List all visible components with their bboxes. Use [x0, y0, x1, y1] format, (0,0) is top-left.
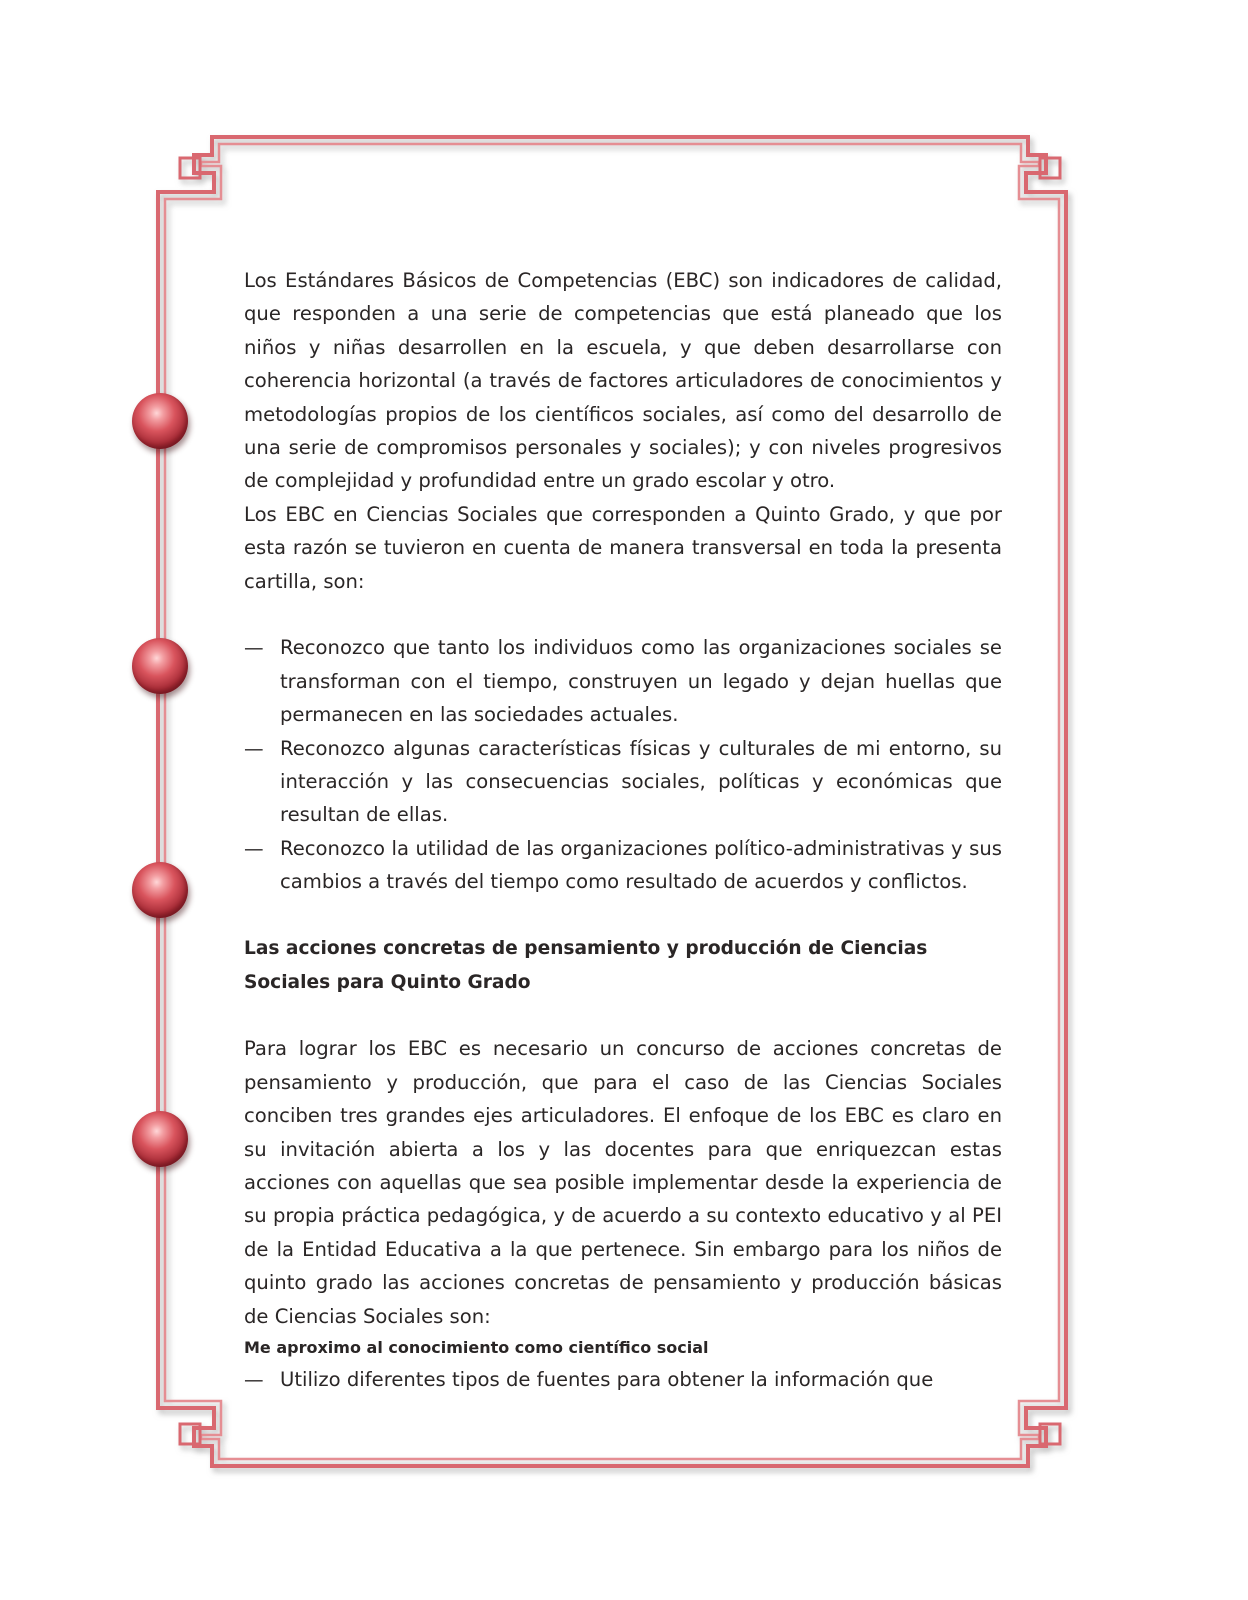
bead-ornament: [132, 1111, 188, 1167]
section-heading: Las acciones concretas de pensamiento y producción de Ciencias Sociales para Quinto Grado: [244, 938, 928, 993]
dash-marker: —: [244, 636, 264, 660]
spacer: [244, 999, 1002, 1032]
list-item-text: Reconozco que tanto los individuos como las organizaciones sociales se transforman con el tiempo, construyen un legado y dejan huellas que permanecen en las sociedades actuales.: [280, 636, 1002, 727]
list-item: [244, 832, 1002, 899]
subheading: Me aproximo al conocimiento como científico social: [244, 1337, 709, 1357]
list-item: [244, 732, 1002, 832]
standards-list: [244, 631, 1002, 898]
list-item-text: Reconozco algunas características físicas y culturales de mi entorno, su interacción y las consecuencias sociales, políticas y económicas que resultan de ellas.: [280, 736, 1002, 827]
actions-paragraph: Para lograr los EBC es necesario un concurso de acciones concretas de pensamiento y producción, que para el caso de las Ciencias Sociales conciben tres grandes ejes articuladores. El enfoque de los EBC es claro en su invitación abierta a los y las docentes para que enriquezcan estas acciones con aquellas que sea posible implementar desde la experiencia de su propia práctica pedagógica, y de acuerdo a su contexto educativo y al PEI de la Entidad Educativa a la que pertenece. Sin embargo para los niños de quinto grado las acciones concretas de pensamiento y producción básicas de Ciencias Sociales son:: [244, 1037, 1002, 1328]
list-item: [244, 631, 1002, 731]
dash-marker: —: [244, 736, 264, 760]
list-item-text: Utilizo diferentes tipos de fuentes para obtener la información que: [280, 1367, 934, 1391]
dash-marker: —: [244, 1367, 264, 1391]
bead-ornament: [132, 393, 188, 449]
spacer: [244, 899, 1002, 932]
ebc-intro-paragraph: Los EBC en Ciencias Sociales que corresponden a Quinto Grado, y que por esta razón se tuvieron en cuenta de manera transversal en toda la presenta cartilla, son:: [244, 502, 1002, 593]
intro-paragraph: Los Estándares Básicos de Competencias (EBC) son indicadores de calidad, que responden a una serie de competencias que está planeado que los niños y niñas desarrollen en la escuela, y que deben desarrollarse con coherencia horizontal (a través de factores articuladores de conocimientos y metodologías propios de los científicos sociales, así como del desarrollo de una serie de compromisos personales y sociales); y con niveles progresivos de complejidad y profundidad entre un grado escolar y otro.: [244, 269, 1002, 493]
bead-ornament: [132, 862, 188, 918]
list-item-text: Reconozco la utilidad de las organizaciones político-administrativas y sus cambios a través del tiempo como resultado de acuerdos y conflictos.: [280, 836, 1002, 894]
page-content: [244, 264, 1002, 1396]
list-item: [244, 1363, 1002, 1396]
spacer: [244, 598, 1002, 631]
dash-marker: —: [244, 836, 264, 860]
bead-ornament: [132, 638, 188, 694]
